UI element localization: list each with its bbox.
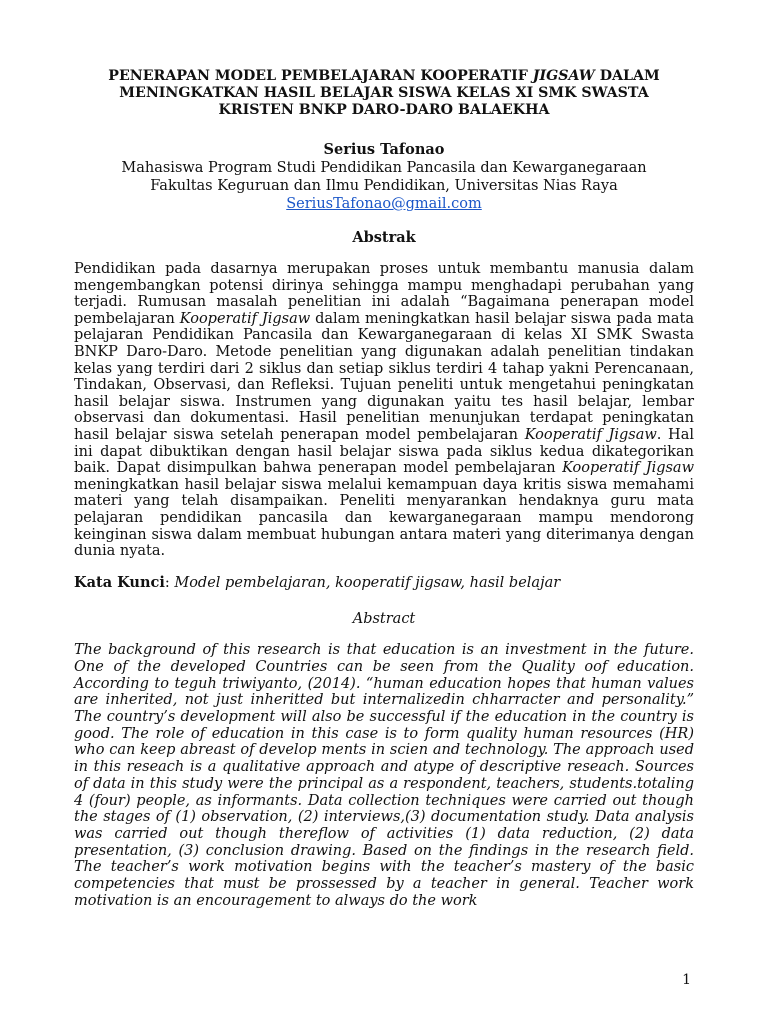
title-line-3: KRISTEN BNKP DARO-DARO BALAEKHA bbox=[218, 102, 550, 118]
title-line-1-text: PENERAPAN MODEL PEMBELAJARAN KOOPERATIF bbox=[108, 68, 533, 84]
abstrak-italic-term: Kooperatif Jigsaw bbox=[524, 426, 657, 443]
abstrak-italic-term: Kooperatif Jigsaw bbox=[179, 310, 311, 327]
affiliation-line-2: Fakultas Keguruan dan Ilmu Pendidikan, Universitas Nias Raya bbox=[150, 178, 618, 194]
abstrak-text-segment: Pendidikan pada dasarnya merupakan proses untuk membantu manusia dalam mengembangkan potensi dirinya sehingga mampu menghadapi perubahan yang terjadi. Rumusan masalah penelitian ini adalah “Bagaimana penerapan model pembelajaran bbox=[74, 261, 694, 327]
abstrak-heading: Abstrak bbox=[352, 229, 416, 246]
affiliation-line-1: Mahasiswa Program Studi Pendidikan Pancasila dan Kewarganegaraan bbox=[121, 160, 647, 176]
paper-title bbox=[74, 68, 694, 119]
keywords-separator: : bbox=[164, 575, 175, 592]
page-number: 1 bbox=[682, 972, 691, 988]
title-line-2: MENINGKATKAN HASIL BELAJAR SISWA KELAS XI SMK SWASTA bbox=[119, 85, 649, 101]
abstrak-text-segment: . Hal ini dapat dibuktikan dengan hasil belajar siswa pada siklus kedua dikategorikan baik. Dapat disimpulkan bahwa penerapan model pembelajaran bbox=[74, 426, 694, 477]
title-line-1-tail: DALAM bbox=[594, 68, 660, 84]
keywords-value: Model pembelajaran, kooperatif jigsaw, hasil belajar bbox=[174, 575, 561, 592]
title-line-1 bbox=[74, 68, 694, 85]
abstrak-italic-term: Kooperatif Jigsaw bbox=[562, 460, 694, 477]
abstrak-paragraph bbox=[74, 261, 694, 560]
title-line-1-italic: JIGSAW bbox=[532, 68, 595, 84]
keywords bbox=[74, 574, 694, 592]
author-name: Serius Tafonao bbox=[323, 141, 445, 158]
keywords-label: Kata Kunci bbox=[74, 574, 165, 592]
paper-content bbox=[74, 68, 694, 924]
abstract-paragraph: The background of this research is that education is an investment in the future. One of the developed Countries can be seen from the Quality oof education. According to teguh triwiyanto, (2014). “human education hopes that human values are inherited, not just inheritted but internalizedin chharracter and personality.” The country’s development will also be successful if the education in the country is good. The role of education in this case is to form quality human resources (HR) who can keep abreast of develop ments in scien and technology. The approach used in this reseach is a qualitative approach and atype of descriptive reseach. Sources of data in this study were the principal as a respondent, teachers, students.totaling 4 (four) people, as informants. Data collection techniques were carried out though the stages of (1) observation, (2) interviews,(3) documentation study. Data analysis was carried out though thereflow of activities (1) data reduction, (2) data presentation, (3) conclusion drawing. Based on the findings in the research field. The teacher’s work motivation begins with the teacher’s mastery of the basic competencies that must be prossessed by a teacher in general. Teacher work motivation is an encouragement to always do the work bbox=[74, 642, 694, 909]
author-email-link[interactable]: SeriusTafonao@gmail.com bbox=[286, 196, 482, 212]
abstrak-text-segment: meningkatkan hasil belajar siswa melalui kemampuan daya kritis siswa memahami materi yang telah disampaikan. Peneliti menyarankan hendaknya guru mata pelajaran pendidikan pancasila dan kewarganegaraan mampu mendorong keinginan siswa dalam membuat hubungan antara materi yang diterimanya dengan dunia nyata. bbox=[74, 476, 694, 560]
abstract-heading: Abstract bbox=[352, 611, 416, 628]
abstrak-text-segment: dalam meningkatkan hasil belajar siswa pada mata pelajaran Pendidikan Pancasila dan Kewarganegaraan di kelas XI SMK Swasta BNKP Daro-Daro. Metode penelitian yang digunakan adalah penelitian tindakan kelas yang terdiri dari 2 siklus dan setiap siklus terdiri 4 tahap yakni Perencanaan, Tindakan, Observasi, dan Refleksi. Tujuan peneliti untuk mengetahui peningkatan hasil belajar siswa. Instrumen yang digunakan yaitu tes hasil belajar, lembar observasi dan dokumentasi. Hasil penelitian menunjukan terdapat peningkatan hasil belajar siswa setelah penerapan model pembelajaran bbox=[74, 310, 695, 443]
